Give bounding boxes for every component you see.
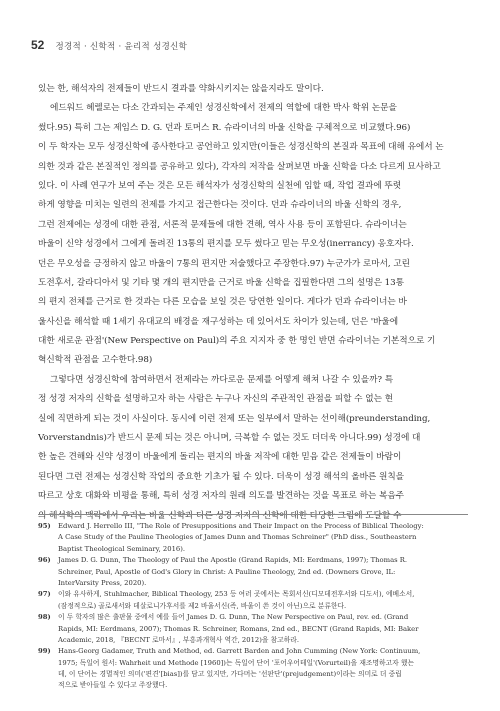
footnote-divider: [38, 514, 468, 515]
footnote-text: 이 두 학자의 많은 출판물 중에서 예를 들어 James D. G. Dunn, The New Perspective on Paul, rev. ed. (Grand: [58, 613, 409, 622]
page-number: 52: [31, 38, 45, 52]
body-line: 에드워드 헤렐로는 다소 간과되는 주제인 성경신학에서 전제의 역할에 대한 박사 학위 논문을: [50, 103, 397, 114]
running-title: 정경적 · 신학적 · 윤리적 성경신학: [55, 42, 188, 52]
body-line: 썼다.95) 특히 그는 제임스 D. G. 던과 토머스 R. 슈라이너의 바울 신학을 구체적으로 비교했다.96): [38, 122, 411, 133]
footnote-line: [38, 612, 468, 623]
footnote-number: 96): [38, 556, 51, 565]
body-line: 그런 전제에는 성경에 대한 관점, 서론적 문제들에 대한 견해, 역사 사용 등이 포함된다. 슈라이너는: [38, 219, 407, 230]
body-line: 바울이 신약 성경에서 그에게 돌려진 13통의 편지를 모두 썼다고 믿는 무오성(inerrancy) 옹호자다.: [38, 239, 414, 250]
footnote-text: James D. G. Dunn, The Theology of Paul the Apostle (Grand Rapids, MI: Eerdmans, 1997); Thomas R.: [58, 556, 408, 565]
body-line: 혁신학적 관점을 고수한다.98): [38, 355, 153, 366]
footnote-line: InterVarsity Press, 2020).: [58, 578, 147, 587]
body-line: 도전후서, 갈라디아서 및 기타 몇 개의 편지만을 근거로 바울 신학을 집필한다면 그의 설명은 13통: [38, 277, 404, 288]
body-line: 의 해석학의 맥락에서 우리는 바울 신학과 다른 성경 저자의 신학에 대한 타당한 그림에 도달할 수: [38, 510, 402, 521]
body-line: 한 높은 견해와 신약 성경이 바울에게 돌리는 편지의 바울 저작에 대한 믿음 같은 전제들이 바람이: [38, 452, 402, 463]
footnote-line: 데, 이 단어는 경멸적인 의미('편견'[bias])를 담고 있지만, 가다머는 '선판단'(prejudgement)이라는 의미로 더 중립: [58, 670, 402, 679]
footnote-number: 97): [38, 590, 51, 599]
footnote-text: Edward J. Herrello III, "The Role of Presuppositions and Their Impact on the Process of Biblical Theology:: [58, 522, 424, 530]
footnote-text: Hans-Georg Gadamer, Truth and Method, ed. Garrett Barden and John Cumming (New York: Continuum,: [58, 647, 421, 656]
footnote-line: [38, 646, 468, 657]
footnote-line: Rapids, MI: Eerdmans, 2007); Thomas R. Schreiner, Romans, 2nd ed., BECNT (Grand Rapids, MI: Baker: [58, 624, 419, 633]
footnote-text: 이와 유사하게, Stuhlmacher, Biblical Theology, 253 등 여러 곳에서는 목회서신(디모데전후서와 디도서), 에베소서,: [58, 590, 415, 599]
footnote-line: A Case Study of the Pauline Theologies of James Dunn and Thomas Schreiner" (PhD diss., Southeastern: [58, 533, 417, 542]
footnote-line: Schreiner, Paul, Apostle of God's Glory in Christ: A Pauline Theology, 2nd ed. (Downers Grove, IL:: [58, 567, 396, 576]
footnote-line: 적으로 받아들일 수 있다고 주장했다.: [58, 681, 168, 690]
body-line: 따르고 상호 대화와 비평을 통해, 특히 성경 저자의 원래 의도를 발견하는 것을 목표로 하는 복음주: [38, 491, 405, 502]
footnote-number: 99): [38, 647, 51, 656]
body-line: 정 성경 저자의 신학을 설명하고자 하는 사람은 누구나 자신의 주관적인 관점을 피할 수 없는 현: [38, 394, 393, 405]
body-line: Vorverstandnis)가 반드시 문제 되는 것은 아니며, 극복할 수 없는 것도 더더욱 아니다.99) 성경에 대: [38, 433, 421, 444]
body-line: 있다. 이 사례 연구가 보여 주는 것은 모든 해석자가 성경신학의 실천에 임할 때, 작업 결과에 뚜렷: [38, 180, 402, 191]
footnote-line: 1975; 독일어 원서: Wahrheit und Methode [1960])는 독일어 단어 '포어우어테일'(Vorurteil)을 재조명하고자 했는: [58, 658, 415, 667]
body-line: 실에 직면하게 되는 것이 사실이다. 동시에 이런 전제 또는 일부에서 말하는 선이해(preunderstanding,: [38, 413, 431, 424]
footnote-number: 95): [38, 522, 51, 530]
footnote-line: Academic, 2018, 『BECNT 로마서』, 부흥과개혁사 역간, 2012)을 참고하라.: [58, 635, 300, 644]
footnote-line: [38, 521, 468, 532]
body-text: [38, 80, 468, 526]
body-line: 울사신을 해석할 때 1세기 유대교의 배경을 재구성하는 데 있어서도 차이가 있는데, 던은 '바울에: [38, 316, 399, 327]
page-header: [31, 34, 187, 53]
footnote-line: Baptist Theological Seminary, 2016).: [58, 544, 186, 553]
body-line: 이 두 학자는 모두 성경신학에 종사한다고 공언하고 있지만(이들은 성경신학의 본질과 목표에 대해 유에서 논: [38, 142, 444, 153]
footnote-number: 98): [38, 613, 51, 622]
body-line: 있는 한, 해석자의 전제들이 반드시 결과를 약화시키지는 않을지라도 말이다.: [38, 84, 324, 94]
body-line: 그렇다면 성경신학에 참여하면서 전제라는 까다로운 문제를 어떻게 해쳐 나갈 수 있을까? 특: [50, 374, 394, 385]
body-line: 던은 무오성을 긍정하지 않고 바울이 7통의 편지만 저술했다고 주장한다.97) 누군가가 로마서, 고린: [38, 258, 411, 269]
body-line: 대한 새로운 관점'(New Perspective on Paul)의 주요 지지자 중 한 명인 반면 슈라이너는 기본적으로 기: [38, 336, 436, 347]
body-line: 하게 영향을 미치는 일련의 전제를 가지고 접근한다는 것이다. 던과 슈라이너의 바울 신학의 경우,: [38, 200, 402, 211]
footnotes: [38, 514, 468, 692]
body-line: 된다면 그런 전제는 성경신학 작업의 중요한 기초가 될 수 있다. 더욱이 성경 해석의 올바른 원칙을: [38, 471, 405, 482]
footnote-line: (잠정적으로) 골로새서와 데살로니가후서를 제2 바울서신(즉, 바울이 쓴 것이 아닌)으로 분류한다.: [58, 601, 347, 610]
footnote-line: [38, 589, 468, 600]
footnote-line: [38, 555, 468, 566]
body-line: 의한 것과 같은 본질적인 정의를 공유하고 있다), 각자의 저작을 살펴보면 바울 신학을 다소 다르게 묘사하고: [38, 161, 441, 172]
body-line: 의 편지 전체를 근거로 한 것과는 다른 모습을 보일 것은 당연한 일이다. 게다가 던과 슈라이너는 바: [38, 297, 407, 308]
